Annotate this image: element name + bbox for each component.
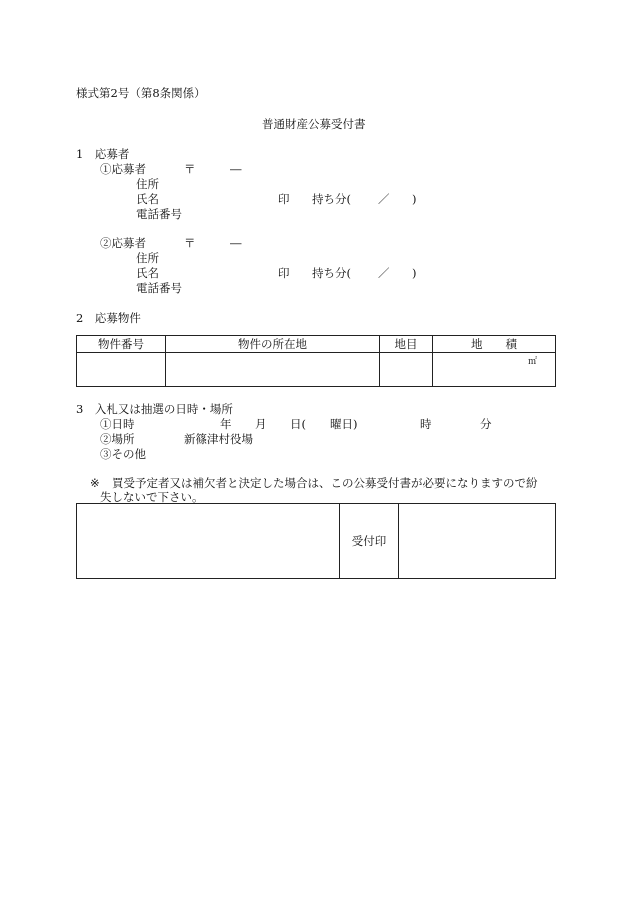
applicant1-label: ①応募者 (100, 162, 146, 176)
section2-heading: 2 応募物件 (76, 311, 141, 325)
section1-heading: 1 応募者 (76, 147, 130, 161)
note-line2: 失しないで下さい。 (100, 490, 204, 504)
place-label: ②場所 (100, 432, 135, 446)
applicant2-label: ②応募者 (100, 236, 146, 250)
year-label: 年 (220, 417, 232, 431)
receipt-stamp-label: 受付印 (340, 504, 399, 579)
datetime-label: ①日時 (100, 417, 135, 431)
name-label: 氏名 (136, 266, 159, 280)
receipt-blank-cell[interactable] (77, 504, 340, 579)
property-location-cell[interactable] (166, 353, 380, 387)
month-label: 月 (255, 417, 267, 431)
share-close: ) (412, 266, 417, 280)
property-table (76, 335, 556, 387)
document-title: 普通財産公募受付書 (262, 117, 366, 131)
form-number: 様式第2号（第8条関係） (76, 86, 206, 100)
table-row (77, 353, 556, 387)
table-header-row (77, 336, 556, 353)
share-slash: ／ (378, 192, 390, 206)
receipt-table (76, 503, 556, 579)
note-line1: 買受予定者又は補欠者と決定した場合は、この公募受付書が必要になりますので紛 (112, 476, 538, 490)
phone-label: 電話番号 (136, 281, 182, 295)
seal-label: 印 (278, 192, 290, 206)
minute-label: 分 (480, 417, 492, 431)
area-unit: ㎡ (527, 357, 537, 367)
header-land-area: 地 積 (433, 336, 556, 353)
receipt-row (77, 504, 556, 579)
note-mark: ※ (90, 476, 100, 490)
day-label: 日( (290, 417, 306, 431)
other-label: ③その他 (100, 447, 146, 461)
postal-dash: ― (230, 162, 242, 176)
address-label: 住所 (136, 177, 159, 191)
header-land-category: 地目 (380, 336, 433, 353)
name-label: 氏名 (136, 192, 159, 206)
share-close: ) (412, 192, 417, 206)
share-slash: ／ (378, 266, 390, 280)
weekday-label: 曜日) (330, 417, 358, 431)
receipt-stamp-area[interactable] (399, 504, 556, 579)
phone-label: 電話番号 (136, 207, 182, 221)
place-value: 新篠津村役場 (184, 432, 253, 446)
seal-label: 印 (278, 266, 290, 280)
hour-label: 時 (420, 417, 432, 431)
address-label: 住所 (136, 251, 159, 265)
header-property-number: 物件番号 (77, 336, 166, 353)
land-category-cell[interactable] (380, 353, 433, 387)
header-property-location: 物件の所在地 (166, 336, 380, 353)
property-number-cell[interactable] (77, 353, 166, 387)
postal-mark: 〒 (184, 162, 196, 176)
land-area-cell[interactable] (433, 353, 556, 387)
share-label: 持ち分( (312, 192, 351, 206)
share-label: 持ち分( (312, 266, 351, 280)
postal-dash: ― (230, 236, 242, 250)
postal-mark: 〒 (184, 236, 196, 250)
section3-heading: 3 入札又は抽選の日時・場所 (76, 402, 233, 416)
